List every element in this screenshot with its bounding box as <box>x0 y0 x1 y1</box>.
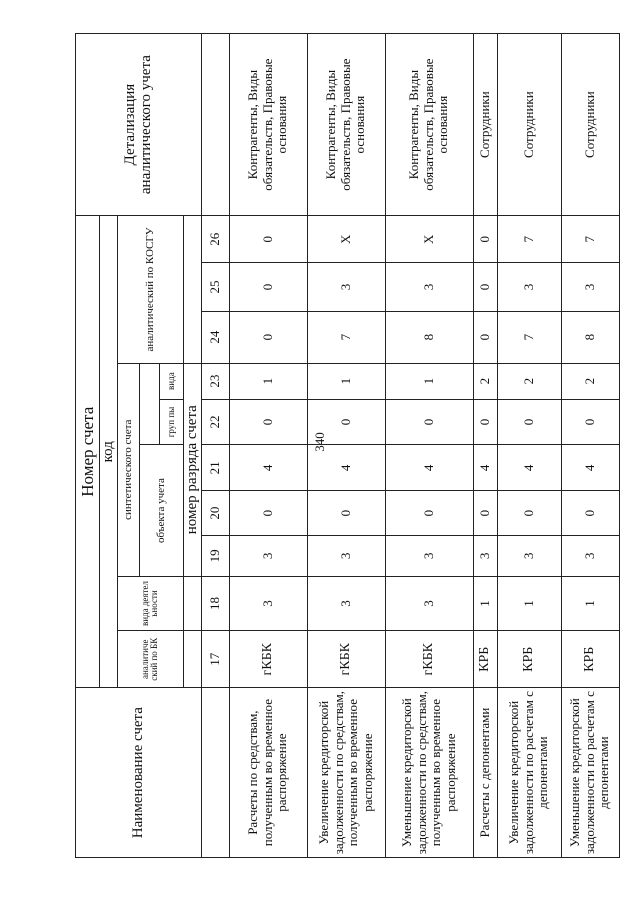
detail-cell: Сотрудники <box>561 34 619 216</box>
detail-cell: Сотрудники <box>497 34 561 216</box>
account-name-cell: Расчеты по средствам, полученным во временное распоряжение <box>229 688 307 858</box>
code-cell-o2: 0 <box>561 491 619 536</box>
digit-cell: 21 <box>201 445 229 491</box>
code-cell-o1: 3 <box>473 535 497 576</box>
digit-cell: 26 <box>201 216 229 263</box>
digit-cell: 22 <box>201 399 229 445</box>
header-group-kind-top <box>139 363 159 445</box>
code-cell-o1: 3 <box>561 535 619 576</box>
table-row <box>385 34 473 858</box>
rotated-table-container <box>75 33 611 858</box>
digit-cell: 17 <box>201 631 229 688</box>
code-cell-k3: 0 <box>229 216 307 263</box>
table-row <box>307 34 385 858</box>
code-cell-o2: 0 <box>307 491 385 536</box>
detail-cell: Контрагенты, Виды обязательств, Правовые основания <box>307 34 385 216</box>
table-row <box>561 34 619 858</box>
accounts-table <box>75 33 620 858</box>
code-cell-k1: 7 <box>307 311 385 363</box>
code-cell-bk: КРБ <box>561 631 619 688</box>
code-cell-k2: 3 <box>497 263 561 311</box>
code-cell-o1: 3 <box>497 535 561 576</box>
code-cell-kind: 1 <box>229 363 307 399</box>
code-cell-bk: гКБК <box>307 631 385 688</box>
code-cell-o3: 4 <box>473 445 497 491</box>
code-cell-k3: 7 <box>561 216 619 263</box>
code-cell-k3: 7 <box>497 216 561 263</box>
account-name-cell: Расчеты с депонентами <box>473 688 497 858</box>
detail-cell: Сотрудники <box>473 34 497 216</box>
code-cell-kind: 2 <box>497 363 561 399</box>
header-digit-number: номер разряда счета <box>183 363 201 576</box>
code-cell-o2: 0 <box>497 491 561 536</box>
header-name-col: Наименование счета <box>76 688 202 858</box>
code-cell-bk: гКБК <box>385 631 473 688</box>
header-synthetic: синтетического счета <box>117 363 139 576</box>
code-cell-kind: 2 <box>473 363 497 399</box>
header-activity-type: вида деятел ьности <box>117 576 183 631</box>
code-cell-grp: 0 <box>385 399 473 445</box>
code-cell-k2: 0 <box>229 263 307 311</box>
code-cell-k2: 0 <box>473 263 497 311</box>
digit-cell: 18 <box>201 576 229 631</box>
code-cell-act: 3 <box>229 576 307 631</box>
digit-empty-right <box>201 34 229 216</box>
code-cell-o3: 4 <box>307 445 385 491</box>
table-row <box>229 34 307 858</box>
code-cell-k2: 3 <box>385 263 473 311</box>
digit-empty-left <box>201 688 229 858</box>
digit-cell: 23 <box>201 363 229 399</box>
header-code: код <box>100 216 118 688</box>
code-cell-k3: Х <box>385 216 473 263</box>
detail-cell: Контрагенты, Виды обязательств, Правовые основания <box>229 34 307 216</box>
account-name-cell: Уменьшение кредиторской задолженности по средствам, полученным во временное распоряжение <box>385 688 473 858</box>
account-name-cell: Увеличение кредиторской задолженности по средствам, полученным во временное распоряжение <box>307 688 385 858</box>
header-detail-col: Детализация аналитического учета <box>76 34 202 216</box>
code-cell-bk: КРБ <box>473 631 497 688</box>
digit-cell: 25 <box>201 263 229 311</box>
code-cell-grp: 0 <box>307 399 385 445</box>
code-cell-k1: 7 <box>497 311 561 363</box>
digit-cell: 19 <box>201 535 229 576</box>
code-cell-kind: 1 <box>307 363 385 399</box>
code-cell-grp: 0 <box>497 399 561 445</box>
code-cell-o2: 0 <box>229 491 307 536</box>
code-cell-o1: 3 <box>385 535 473 576</box>
digits-row <box>201 34 229 858</box>
header-analytic-kosgu: аналитический по КОСГУ <box>117 216 183 363</box>
code-cell-grp: 0 <box>473 399 497 445</box>
code-cell-act: 3 <box>385 576 473 631</box>
code-cell-o3: 4 <box>561 445 619 491</box>
code-cell-o2: 0 <box>385 491 473 536</box>
page-number: 340 <box>312 432 327 452</box>
code-cell-k1: 0 <box>473 311 497 363</box>
code-cell-kind: 2 <box>561 363 619 399</box>
code-cell-k1: 8 <box>561 311 619 363</box>
code-cell-o1: 3 <box>307 535 385 576</box>
code-cell-act: 1 <box>561 576 619 631</box>
table-row <box>473 34 497 858</box>
digit-cell: 20 <box>201 491 229 536</box>
code-cell-k1: 0 <box>229 311 307 363</box>
header-kind: вида <box>159 363 183 399</box>
code-cell-k2: 3 <box>561 263 619 311</box>
code-cell-bk: КРБ <box>497 631 561 688</box>
code-cell-o2: 0 <box>473 491 497 536</box>
code-cell-bk: гКБК <box>229 631 307 688</box>
code-cell-kind: 1 <box>385 363 473 399</box>
digit-cell: 24 <box>201 311 229 363</box>
code-cell-act: 3 <box>307 576 385 631</box>
code-cell-o1: 3 <box>229 535 307 576</box>
code-cell-k2: 3 <box>307 263 385 311</box>
code-cell-k1: 8 <box>385 311 473 363</box>
account-name-cell: Увеличение кредиторской задолженности по расчетам с депонентами <box>497 688 561 858</box>
table-row <box>497 34 561 858</box>
code-cell-grp: 0 <box>229 399 307 445</box>
header-group: груп пы <box>159 399 183 445</box>
account-name-cell: Уменьшение кредиторской задолженности по расчетам с депонентами <box>561 688 619 858</box>
code-cell-act: 1 <box>473 576 497 631</box>
code-cell-k3: 0 <box>473 216 497 263</box>
code-cell-act: 1 <box>497 576 561 631</box>
code-cell-k3: Х <box>307 216 385 263</box>
header-account-number: Номер счета <box>76 216 100 688</box>
header-analytic-bk: аналитиче ский по БК <box>117 631 183 688</box>
header-row-1 <box>76 34 100 858</box>
code-cell-o3: 4 <box>497 445 561 491</box>
header-account-object: объекта учета <box>139 445 183 576</box>
code-cell-o3: 4 <box>385 445 473 491</box>
code-cell-grp: 0 <box>561 399 619 445</box>
detail-cell: Контрагенты, Виды обязательств, Правовые основания <box>385 34 473 216</box>
code-cell-o3: 4 <box>229 445 307 491</box>
